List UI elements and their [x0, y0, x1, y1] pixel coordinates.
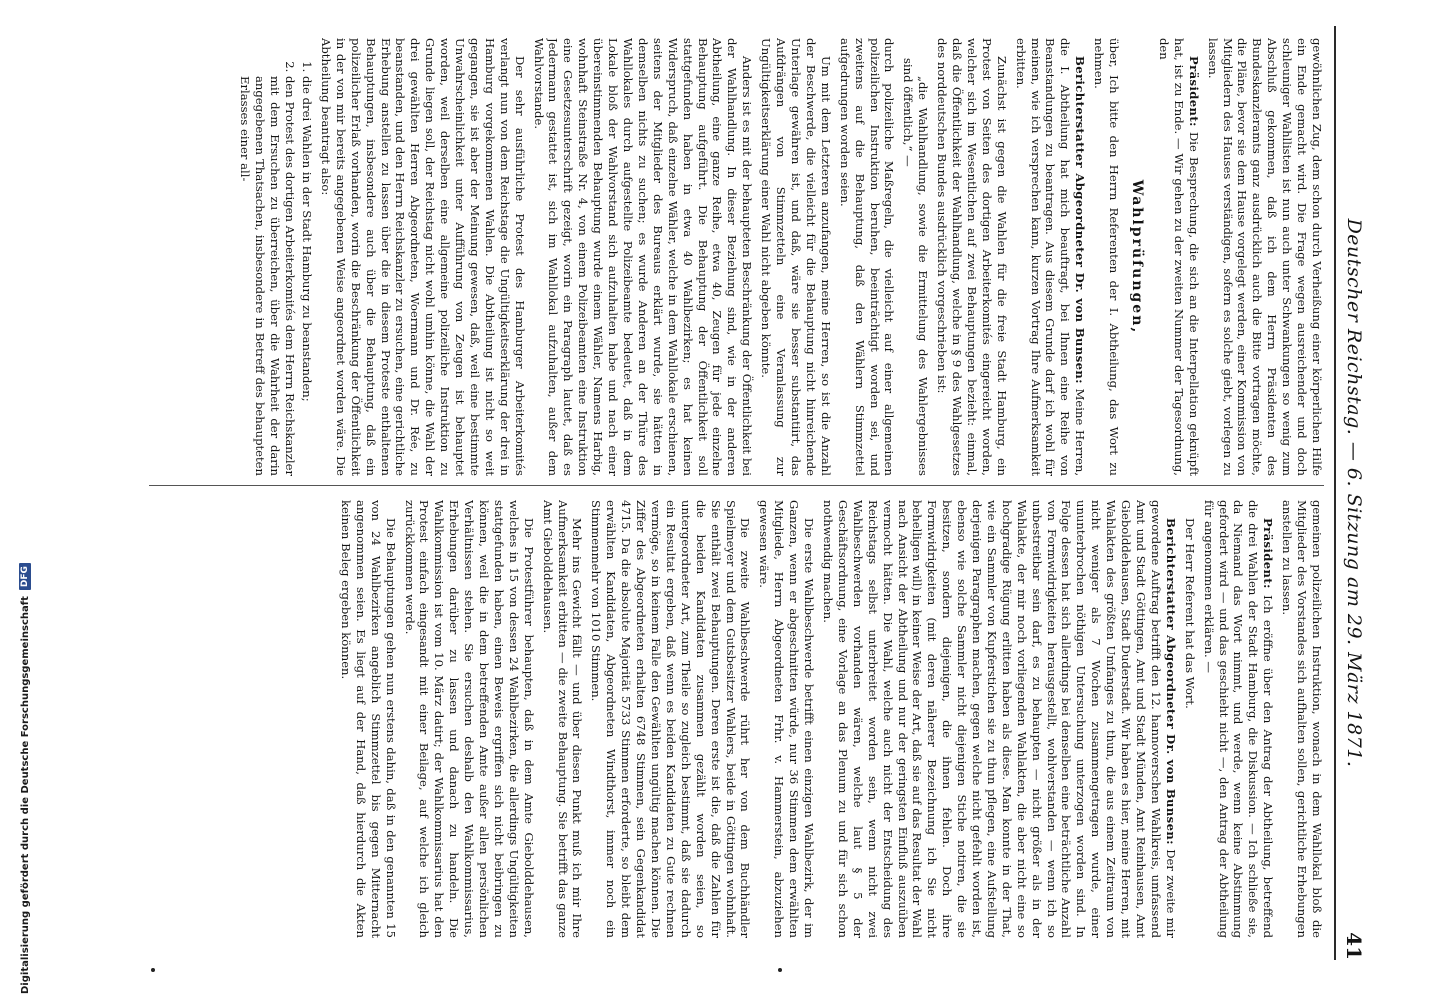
paragraph	[820, 500, 1178, 938]
page-header	[1334, 26, 1372, 960]
scan-mark	[778, 968, 782, 972]
speech-text: Der zweite mir gewordene Auftrag betrifft den 12. hannoverschen Wahlkreis, umfassend Amt und Stadt Göttingen, Amt und Stadt Münden, Amt Reinhausen, Amt Giebolddehausen, Stadt Duderstadt. Wir haben es hier, meine Herren, mit Wahlakten des größten Umfanges zu thun, die aus einem Zeitraum von nicht weniger als 7 Wochen zusammengetragen wurde, einer ununterbrochen nöthigen Untersuchung unterzogen worden sind. In Folge dessen hat sich allerdings bei denselben eine beträchtliche Anzahl von Formwidrigkeiten herausgestellt, wohlverstanden — wenn ich so unbestreitbar sein darf, es zu behaupten — nicht größer als in der Wahlakte, der mir noch vorliegenden Wahlakten, die aber nicht eine so hochgradige Rügung erlitten haben als diese. Man konnte in der That, wie ein Sammler von Kupferstichen sie zu thun pflegen, eine Aufstellung derjenigen Paragraphen machen, gegen welche nicht gefehlt worden ist, ebenso wie solche Sammler nicht diejenigen Stiche notiren, die sie besitzen, sondern diejenigen, die ihnen fehlen. Doch ihre Formwidrigkeiten (mit deren näherer Bezeichnung ich Sie nicht behelligen will) in keiner Weise der Art, daß sie auf das Resultat der Wahl nach Ansicht der Abtheilung und nur der geringsten Einfluß auszuüben vermocht hätten. Die Wahl, welche auch nicht der Entscheidung des Reichstags selbst unterbreitet worden sein, wenn nicht zwei Wahlbeschwerden vorhanden wären, welche laut § 5 der Geschäftsordnung, eine Vorlage an das Plenum zu und für sich schon nothwendig machen.	[821, 500, 1178, 938]
paragraph: Der Herr Referent hat das Wort.	[1182, 518, 1197, 709]
speaker-name: Präsident:	[1186, 56, 1201, 127]
page-number: 41	[1342, 932, 1366, 960]
scan-mark	[151, 968, 155, 972]
section-heading: Wahlprüfungen,	[1129, 179, 1146, 335]
dfg-logo: DFG	[19, 563, 31, 590]
paragraph: Der sehr ausführliche Protest des Hamburger Arbeiterkomités verlangt nun von dem Reichstage die Ungültigkeitserklärung der drei in Hamburg vorgekommenen Wahlen. Die Abtheilung ist nicht so weit gegangen, sie ist aber der Meinung gewesen, daß, weil eine bestimmte Unwahrscheinlichkeit unter Aufführung von Zeugen ist behauptet worden, weil derselben eine allgemeine polizeiliche Instruktion zu Grunde liegen soll, der Reichstag nicht wohl umhin könne, die Wahl der drei gewählten Herren Abgeordneten, Woermann und Dr. Rée, zu beanstanden, und den Herrn Reichskanzler zu ersuchen, eine gerichtliche Erhebung anstellen zu lassen über die in diesem Proteste enthaltenen Behauptungen, insbesondere auch über die Behauptung, daß ein polizeilicher Erlaß vorhanden, worin die Beschränkung der Öffentlichkeit in der von mir bereits angegebenen Weise angeordnet worden wäre. Die Abtheilung beantragt also:	[318, 38, 527, 476]
digitisation-note: Digitalisierung gefördert durch die Deutsche Forschungsgemeinschaft	[19, 596, 31, 994]
paragraph: durch polizeiliche Maßregeln, die vielleicht auf einer allgemeinen polizeilichen Instruktion beruhen, beeinträchtigt worden sei, und zweitens auf die Behauptung, daß den Wählern Stimmzettel aufgedrungen worden seien.	[837, 38, 897, 476]
paragraph: Um mit dem Letzteren anzufangen, meine Herren, so ist die Anzahl der Beschwerde, die vielleicht für die Behauptung nicht hinreichende Unterlage gewähren ist, und daß, wäre sie besser substantiirt, das Aufdrängen von Stimmzetteln eine Veranlassung zur Ungültigkeitserklärung einer Wahl nicht abgeben könnte.	[759, 38, 833, 476]
list-item: 2. den Protest des dortigen Arbeiterkomités dem Herrn Reichskanzler mit dem Ersuchen zu überreichen, über die Wahrheit der darin angegebenen Thatsachen, insbesondere in Betreff des behaupteten Erlasses einer all-	[237, 76, 297, 476]
digitisation-credit	[1, 566, 31, 994]
left-column	[174, 38, 1324, 476]
paragraph: Anders ist es mit der behaupteten Beschränkung der Öffentlichkeit bei der Wahlhandlung. In dieser Beziehung sind, wie in der anderen Abtheilung, eine ganze Reihe, etwa 40, Zeugen für jede einzelne Behauptung aufgeführt. Die Behauptung der Öffentlichkeit soll stattgefunden haben in etwa 40 Wahlbezirken; es hat keinen Widerspruch, daß einzelne Wähler, welche in dem Wahllokale erschienen, seitens der Mitglieder des Bureaus erklärt wurde, sie hätten in demselben nichts zu suchen; es wurde Anderen an der Thüre des Wahllokales durch aufgestellte Polizeibeamte bedeutet, daß in dem Lokale bloß der Wahlvorstand sich aufzuhalten habe und nach einer übereinstimmenden Behauptung wurde einem Wähler, Namens Harbig, wohnhaft Steinstraße Nr. 4, von einem Polizeibeamten eine Instruktion eine Gesetzesunterschrift gezeigt, worin ein Paragraph lautet, daß es Jedermann gestattet ist, sich im Wahllokal aufzuhalten, außer dem Wahlvorstande.	[531, 38, 755, 476]
speaker-name: Berichterstatter Abgeordneter Dr. von Bunsen:	[1163, 518, 1178, 845]
list-item: 1. die drei Wahlen in der Stadt Hamburg zu beanstanden;	[299, 76, 314, 476]
paragraph: Die zweite Wahlbeschwerde rührt her von dem Buchhändler Spielmeyer und dem Gutsbesitzer Wahlers, beide in Göttingen wohnhaft. Sie enthält zwei Behauptungen. Deren erste ist die, daß die Zahlen für die beiden Kandidaten zusammen gezählt worden seien, so untergeordneter Art, zum Theile so zugleich bestimmt, daß sie dadurch ein Resultat ergeben, daß wenn es beiden Kandidaten zu Gute rechnen vermöge, so in keinem Falle den Gewählten ungültig machen können. Die Ziffer des Abgeordneten erhalten 6748 Stimmen, sein Gegenkandidat 4715. Da die absolute Majorität 5733 Stimmen erforderte, so bleibt dem erwählten Kandidaten, Abgeordneten Windthorst, immer noch ein Stimmenmehr von 1010 Stimmen.	[589, 500, 753, 938]
paragraph: gewöhnlichen Zug, dem schon durch Verheißung einer körperlichen Hilfe ein Ende gemacht wird. Die Frage wegen ausreichender und doch schleuniger Wahllisten ist nun auch unter Schwankungen so wenig zum Abschluß gekommen, daß ich dem Herrn Präsidenten des Bundeskanzleramts ganz ausdrücklich auch die Bitte vortragen möchte, die Pläne, bevor sie dem Hause vorgelegt werden, einer Kommission von Mitgliedern des Hauses verständigen, sofern es solche giebt, vorlegen zu lassen.	[1205, 38, 1324, 476]
paragraph: Die Behauptungen gehen nun erstens dahin, daß in den genannten 15 von 24 Wahlbezirken angeblich Stimmzettel bis gegen Mitternacht angenommen seien. Es liegt auf der Hand, daß hierdurch die Akten keinen Beleg ergeben können.	[338, 500, 398, 938]
paragraph: Zunächst ist gegen die Wahlen für die freie Stadt Hamburg, ein Protest von Seiten des dortigen Arbeiterkomités eingereicht worden, welcher sich im Wesentlichen auf zwei Behauptungen bezieht: einmal, daß die Öffentlichkeit der Wahlhandlung, welche in § 9 des Wahlgesetzes des norddeutschen Bundes ausdrücklich vorgeschrieben ist:	[935, 38, 1009, 476]
right-column	[134, 500, 1324, 938]
paragraph: Die Protestführer behaupten, daß in dem Amte Giebolddehausen, welches in 15 von dessen 24 Wahlbezirken, die allerdings Ungültigkeiten stattgefunden haben, einen Beweis ergriffen sich nicht beibringen zu können, weil die in dem betreffenden Amte außer allen persönlichen Verhältnissen stehen. Sie ersuchen deshalb den Wahlkommissarius, Erhebungen darüber zu lassen und danach zu handeln. Die Wahlkommission ist vom 10. März datirt; der Wahlkommissarius hat den Protest einfach eingesandt mit einer Beilage, auf welche ich gleich zurückkommen werde.	[402, 500, 536, 938]
speech-text: Meine Herren, die I. Abtheilung hat mich beauftragt, bei Ihnen eine Reihe von Beanstandungen zu beantragen. Aus diesem Grunde darf ich wohl für meinen, wie ich versprechen kann, kurzen Vortrag Ihre Aufmerksamkeit erbitten.	[1013, 38, 1088, 476]
paragraph	[1201, 500, 1276, 938]
paragraph: Mehr ins Gewicht fällt — und über diesen Punkt muß ich mir Ihre Aufmerksamkeit erbitten — die zweite Behauptung. Sie betrifft das ganze Amt Giebolddehausen.	[540, 500, 585, 938]
speaker-name: Berichterstatter Abgeordneter Dr. von Bunsen:	[1073, 56, 1088, 384]
speech-text: Ich eröffne über den Antrag der Abtheilung, betreffend die drei Wahlen der Stadt Hamburg, die Diskussion. — Ich schließe sie, da Niemand das Wort nimmt, und werde, wenn keine Abstimmung gefordert wird — und das geschieht nicht —, den Antrag der Abtheilung für angenommen erklären. —	[1201, 500, 1276, 938]
speaker-name: Präsident:	[1261, 518, 1276, 589]
paragraph: Die erste Wahlbeschwerde betrifft einen einzigen Wahlbezirk, der im Ganzen, wenn er abgeschnitten würde, nur 36 Stimmen dem erwählten Mitgliede, Herrn Abgeordneten Frhr. v. Hammerstein, abzuziehen gewesen wäre.	[757, 500, 817, 938]
digitisation-credit-text	[17, 566, 33, 994]
quoted-law: „die Wahlhandlung, sowie die Ermittelung des Wahlergebnisses sind öffentlich,“ —	[901, 58, 931, 476]
paragraph: gemeinen polizeilichen Instruktion, wonach in dem Wahllokal bloß die Mitglieder des Vorstandes sich aufhalten sollen, gerichtliche Erhebungen anstellen zu lassen.	[1280, 500, 1324, 938]
paragraph: über, Ich bitte den Herrn Referenten der I. Abtheilung, das Wort zu nehmen.	[1092, 38, 1122, 476]
paragraph	[1156, 38, 1201, 476]
page-title: Deutscher Reichstag. — 6. Sitzung am 29. März 1871.	[1343, 218, 1365, 768]
motion-list	[237, 38, 314, 476]
column-divider	[149, 485, 1324, 486]
paragraph	[1013, 38, 1088, 476]
speech-text: Die Besprechung, die sich an die Interpellation geknüpft hat, ist zu Ende. — Wir gehen zu der zweiten Nummer der Tagesordnung, den	[1156, 38, 1201, 476]
